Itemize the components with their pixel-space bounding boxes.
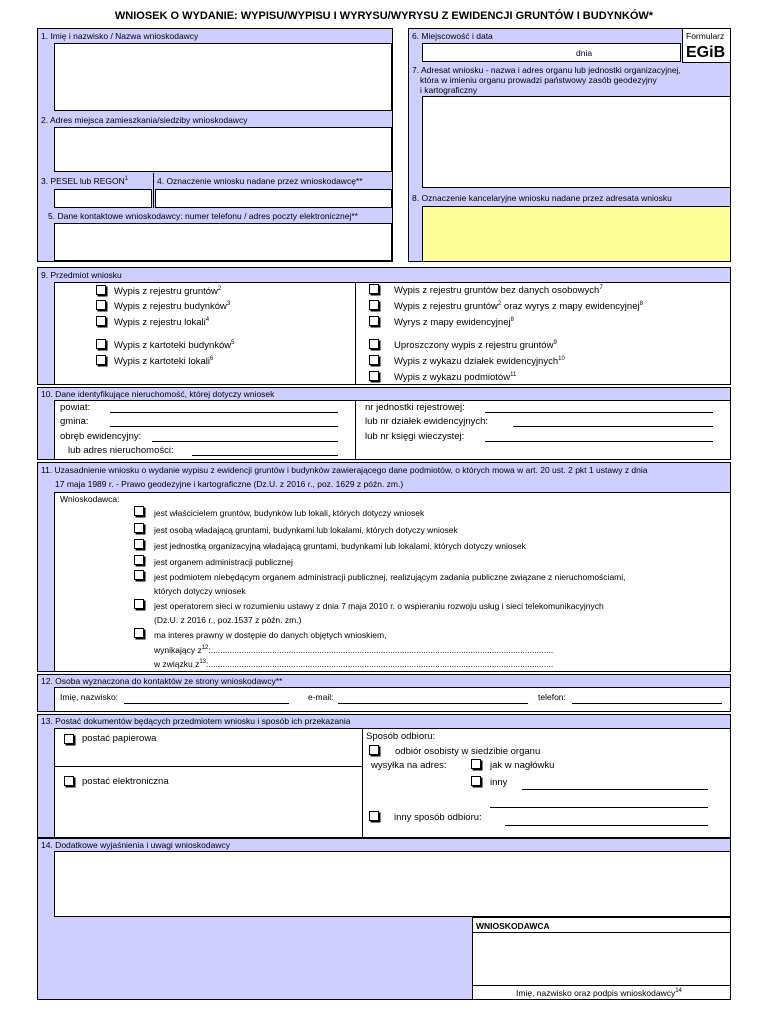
- checkbox-wypis-bez-danych[interactable]: [369, 284, 379, 294]
- option-uproszczony-wypis: Uproszczony wypis z rejestru gruntów$^9$: [394, 339, 557, 351]
- option-osobisty: odbiór osobisty w siedzibie organu: [395, 746, 541, 757]
- place-date-field[interactable]: [422, 43, 681, 62]
- reason-wlasciciel: jest właścicielem gruntów, budynków lub lokali, których dotyczy wniosek: [154, 508, 425, 518]
- checkbox-wyrys-mapy[interactable]: [369, 316, 379, 326]
- s8-label: 8. Oznaczenie kancelaryjne wniosku nadane przez adresata wniosku: [412, 193, 672, 203]
- signature-caption: Imię, nazwisko oraz podpis wnioskodawcy$^{14}$: [516, 988, 682, 998]
- wnioskodawca-label: Wnioskodawca:: [60, 494, 120, 504]
- form-title: WNIOSEK O WYDANIE: WYPISU/WYPISU I WYRYSU/WYRYSU Z EWIDENCJI GRUNTÓW I BUDYNKÓW*: [114, 10, 654, 22]
- checkbox-operator[interactable]: [134, 599, 144, 609]
- option-kartoteka-budynkow: Wypis z kartoteki budynków$^5$: [114, 339, 235, 351]
- option-papier: postać papierowa: [82, 733, 157, 744]
- checkbox-osobisty[interactable]: [369, 745, 379, 755]
- option-wypis-budynkow: Wypis z rejestru budynków$^3$: [114, 300, 231, 312]
- checkbox-wypis-lokali[interactable]: [96, 316, 106, 326]
- adres-field[interactable]: [192, 455, 338, 456]
- checkbox-kartoteka-budynkow[interactable]: [96, 339, 106, 349]
- checkbox-elektr[interactable]: [64, 776, 74, 786]
- checkbox-inny[interactable]: [471, 776, 481, 786]
- powiat-field[interactable]: [110, 412, 338, 413]
- s2-label: 2. Adres miejsca zamieszkania/siedziby wnioskodawcy: [41, 115, 248, 125]
- contact-phone-label: telefon:: [538, 692, 566, 702]
- s13-label: 13. Postać dokumentów będących przedmiotem wniosku i sposób ich przekazania: [41, 716, 351, 726]
- s1-label: 1. Imię i nazwisko / Nazwa wnioskodawcy: [41, 31, 199, 41]
- nr-ksiegi-field[interactable]: [485, 441, 713, 442]
- reason-interes: ma interes prawny w dostępie do danych objętych wnioskiem,: [154, 630, 387, 640]
- contact-name-label: Imię, nazwisko:: [60, 692, 119, 702]
- reason-organ: jest organem administracji publicznej: [154, 557, 293, 567]
- s11-label-line2: 17 maja 1989 r. - Prawo geodezyjne i kartograficzne (Dz.U. z 2016 r., poz. 1629 z późn. zm.): [55, 479, 404, 489]
- wzwiazku-field[interactable]: w związku $z^{13}$:..................................................................................................................................................: [154, 659, 554, 669]
- checkbox-wykaz-podmiotow[interactable]: [369, 371, 379, 381]
- nr-jednostki-field[interactable]: [485, 412, 713, 413]
- option-wypis-lokali: Wypis z rejestru lokali$^4$: [114, 316, 210, 328]
- option-wykaz-podmiotow: Wypis z wykazu podmiotów$^{11}$: [394, 371, 517, 383]
- checkbox-organ[interactable]: [134, 555, 144, 565]
- powiat-label: powiat:: [60, 402, 91, 413]
- inny-adres-field-2[interactable]: [490, 807, 708, 808]
- s9-label: 9. Przedmiot wniosku: [41, 270, 122, 280]
- checkbox-wypis-i-wyrys[interactable]: [369, 300, 379, 310]
- contact-person-box: [54, 687, 731, 712]
- reason-operator: jest operatorem sieci w rozumieniu ustawy z dnia 7 maja 2010 r. o wspieraniu rozwoju usług i sieci telekomunikacyjnych: [154, 601, 604, 611]
- checkbox-jednostka[interactable]: [134, 539, 144, 549]
- s5-label: 5. Dane kontaktowe wnioskodawcy: numer telefonu / adres poczty elektronicznej**: [48, 211, 358, 221]
- nr-jednostki-label: nr jednostki rejestrowej:: [365, 402, 465, 413]
- s14-label: 14. Dodatkowe wyjaśnienia i uwagi wnioskodawcy: [41, 840, 230, 850]
- option-wypis-gruntow: Wypis z rejestru gruntów$^2$: [114, 285, 222, 297]
- checkbox-uproszczony-wypis[interactable]: [369, 339, 379, 349]
- applicant-reference-field[interactable]: [155, 189, 392, 208]
- applicant-name-field[interactable]: [54, 43, 392, 111]
- checkbox-wlasciciel[interactable]: [134, 506, 144, 516]
- option-naglowek: jak w nagłówku: [490, 760, 555, 771]
- checkbox-wypis-gruntow[interactable]: [96, 285, 106, 295]
- option-kartoteka-lokali: Wypis z kartoteki lokali$^6$: [114, 355, 214, 367]
- option-wypis-bez-danych: Wypis z rejestru gruntów bez danych osobowych$^7$: [394, 284, 603, 296]
- recipient-field[interactable]: [422, 96, 731, 188]
- reason-jednostka: jest jednostką organizacyjną władającą gruntami, budynkami lub lokalami, których dotyczy wniosek: [154, 541, 526, 551]
- option-elektr: postać elektroniczna: [82, 776, 169, 787]
- s4-label: 4. Oznaczenie wniosku nadane przez wnioskodawcę**: [157, 176, 363, 186]
- inny-sposob-field[interactable]: [505, 825, 708, 826]
- contact-phone-field[interactable]: [572, 703, 722, 704]
- s7-label-line3: i kartograficzny: [420, 85, 478, 95]
- contact-details-field[interactable]: [54, 223, 392, 261]
- remarks-field[interactable]: [54, 851, 731, 917]
- form-label: Formularz: [686, 31, 725, 41]
- inny-adres-field-1[interactable]: [522, 789, 708, 790]
- obreb-label: obręb ewidencyjny:: [60, 431, 142, 442]
- adres-label: lub adres nieruchomości:: [68, 445, 174, 456]
- wynikajacy-field[interactable]: wynikający $z^{12}$:.................................................................................................................................................: [154, 645, 554, 655]
- nr-ksiegi-label: lub nr księgi wieczystej:: [365, 431, 465, 442]
- contact-email-label: e-mail:: [308, 692, 334, 702]
- s11-label-line1: 11. Uzasadnienie wniosku o wydanie wypisu z ewidencji gruntów i budynków zawierającego dane podmiotów, o których mowa w art. 20 ust. 2 pkt 1 ustawy z dnia: [41, 465, 648, 475]
- reason-osoba-wladajaca: jest osobą władającą gruntami, budynkami lub lokalami, których dotyczy wniosek: [154, 525, 458, 535]
- reason-podmiot-cont: których dotyczy wniosek: [154, 586, 246, 596]
- checkbox-interes[interactable]: [134, 628, 144, 638]
- office-reference-field[interactable]: [422, 206, 731, 262]
- wysylka-label: wysyłka na adres:: [371, 760, 447, 771]
- s7-label-line2: która w imieniu organu prowadzi państwowy zasób geodezyjny: [420, 75, 657, 85]
- reason-podmiot: jest podmiotem niebędącym organem administracji publicznej, realizującym zadania publiczne związane z nieruchomościami,: [154, 572, 626, 582]
- reason-operator-cont: (Dz.U. z 2016 r., poz.1537 z późn. zm.): [154, 615, 302, 625]
- pesel-regon-field[interactable]: [54, 189, 152, 208]
- option-wykaz-dzialek: Wypis z wykazu działek ewidencyjnych$^{10}$: [394, 355, 565, 367]
- gmina-field[interactable]: [110, 426, 338, 427]
- checkbox-inny-sposob[interactable]: [369, 811, 379, 821]
- option-wypis-i-wyrys: Wypis z rejestru gruntów$^2$ oraz wyrys z mapy ewidencyjnej$^8$: [394, 300, 643, 312]
- s6-label: 6. Miejscowość i data: [412, 31, 493, 41]
- s12-label: 12. Osoba wyznaczona do kontaktów ze strony wnioskodawcy**: [41, 676, 283, 686]
- contact-email-field[interactable]: [338, 703, 528, 704]
- option-inny-sposob: inny sposób odbioru:: [394, 812, 482, 823]
- checkbox-wykaz-dzialek[interactable]: [369, 355, 379, 365]
- obreb-field[interactable]: [152, 441, 338, 442]
- checkbox-kartoteka-lokali[interactable]: [96, 355, 106, 365]
- checkbox-wypis-budynkow[interactable]: [96, 300, 106, 310]
- applicant-address-field[interactable]: [54, 127, 392, 172]
- option-wyrys-mapy: Wyrys z mapy ewidencyjnej$^8$: [394, 316, 514, 328]
- signature-title: WNIOSKODAWCA: [476, 921, 550, 931]
- sposob-label: Sposób odbioru:: [366, 731, 436, 742]
- signature-field[interactable]: [472, 985, 731, 986]
- gmina-label: gmina:: [60, 416, 89, 427]
- contact-name-field[interactable]: [124, 703, 289, 704]
- checkbox-papier[interactable]: [64, 734, 74, 744]
- s10-label: 10. Dane identyfikujące nieruchomość, której dotyczy wniosek: [41, 389, 275, 399]
- s7-label-line1: 7. Adresat wniosku - nazwa i adres organu lub jednostki organizacyjnej,: [412, 65, 681, 75]
- nr-dzialek-label: lub nr działek ewidencyjnych:: [365, 416, 489, 427]
- checkbox-naglowek[interactable]: [471, 759, 481, 769]
- checkbox-osoba-wladajaca[interactable]: [134, 523, 144, 533]
- option-inny: inny: [490, 777, 508, 788]
- nr-dzialek-field[interactable]: [513, 426, 713, 427]
- dnia-label: dnia: [576, 48, 593, 58]
- checkbox-podmiot[interactable]: [134, 570, 144, 580]
- s3-label: 3. PESEL lub REGON$^1$: [41, 176, 129, 186]
- form-code: EGiB: [686, 44, 726, 61]
